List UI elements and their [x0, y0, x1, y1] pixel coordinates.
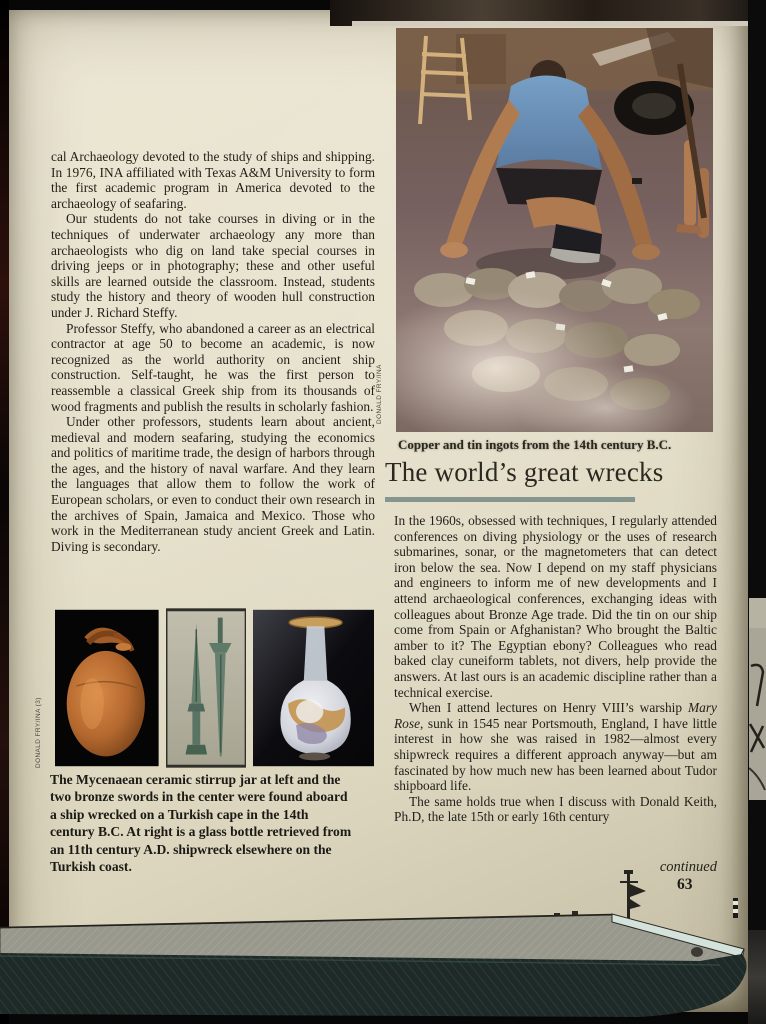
heading-rule — [385, 497, 635, 502]
paragraph: Professor Steffy, who abandoned a career as an electrical contractor at age 50 to become an academic, is now recognized as the world authority on ancient ship construction. Self-taught, he was the first person to reassemble a classical Greek ship from its thousands of wood fragments and publish the results in scholarly fashion. — [51, 320, 375, 414]
paragraph: Under other professors, students learn about ancient, medieval and modern seafaring, studying the economics and politics of maritime trade, the design of harbors through the ages, and the history of naval warfare. And they learn the languages that allow them to follow the work of European scholars, or even to conduct their own research in the archives of Spain, Jamaica and Mexico. Those who work in the Mediterranean study ancient Greek and Latin. Diving is secondary. — [51, 414, 375, 554]
scan-page-edge-highlight — [352, 21, 750, 26]
page-number: 63 — [677, 876, 693, 893]
artifact-photo-strip — [55, 608, 374, 768]
right-column — [394, 513, 717, 825]
ingot-photo-caption: Copper and tin ingots from the 14th century B.C. — [398, 437, 672, 452]
continued-note: continued — [659, 859, 717, 875]
paragraph: cal Archaeology devoted to the study of ships and shipping. In 1976, INA affiliated with Texas A&M University to form the first academic program in America devoted to the archaeology of seafaring. — [51, 149, 375, 211]
glass-bottle-photo — [253, 608, 374, 768]
photo-credit: DONALD FRY/INA — [376, 364, 383, 424]
italic-title-mary-rose: Mary Rose — [394, 700, 717, 731]
ingot-excavation-photo — [396, 28, 713, 432]
paragraph: In the 1960s, obsessed with techniques, I regularly attended conferences on diving physiology or the uses of research submarines, sonar, or the magnetometers that can detect iron below the sea. Now I depend on my staff physicians and engineers to inform me of new developments and I attend archaeological conferences, exchanging ideas with colleagues about Bronze Age trade. Did the tin on our ship come from Spain or Afghanistan? Who brought the Baltic amber to it? The Egyptian ebony? Colleagues who read baked clay cuneiform tablets, not divers, help provide the answers. At last ours is an academic discipline rather than a technical exercise. — [394, 513, 717, 700]
adjacent-page-drawing-fragment — [749, 628, 766, 800]
ship-illustration — [0, 864, 752, 1022]
magazine-page — [9, 10, 748, 1012]
left-column — [51, 149, 375, 554]
artifact-strip-caption: The Mycenaean ceramic stirrup jar at left and the two bronze swords in the center were found aboard a ship wrecked on a Turkish cape in the 14th century B.C. At right is a glass bottle retrieved from an 11th century A.D. shipwreck elsewhere on the Turkish coast. — [50, 772, 352, 875]
text-run: When I attend lectures on Henry VIII’s warship — [409, 700, 688, 716]
bronze-swords-photo — [166, 608, 246, 768]
paragraph: Our students do not take courses in diving or in the techniques of underwater archaeology any more than archaeologists who dig on land take special courses in driving jeeps or in photography; these and other useful skills are learned outside the classroom. Instead, students study the history and theory of wooden hull construction under J. Richard Steffy. — [51, 211, 375, 320]
paragraph: The same holds true when I discuss with Donald Keith, Ph.D, the late 15th or early 16th century — [394, 793, 717, 825]
stirrup-jar-photo — [55, 608, 159, 768]
photo-credit: DONALD FRY/INA (3) — [35, 697, 42, 768]
scan-bottom-right-texture — [748, 930, 766, 1024]
section-heading: The world’s great wrecks — [385, 457, 664, 487]
scan-right-gap — [748, 0, 766, 1024]
text-run: , sunk in 1545 near Portsmouth, England, I have little interest in how she was raised in 1982—almost every shipwreck requires a different approach anyway—but am fascinated by how much new has been learned about Tudor shipboard life. — [394, 715, 717, 794]
paragraph — [394, 700, 717, 794]
adjacent-page-fragment — [749, 598, 766, 628]
